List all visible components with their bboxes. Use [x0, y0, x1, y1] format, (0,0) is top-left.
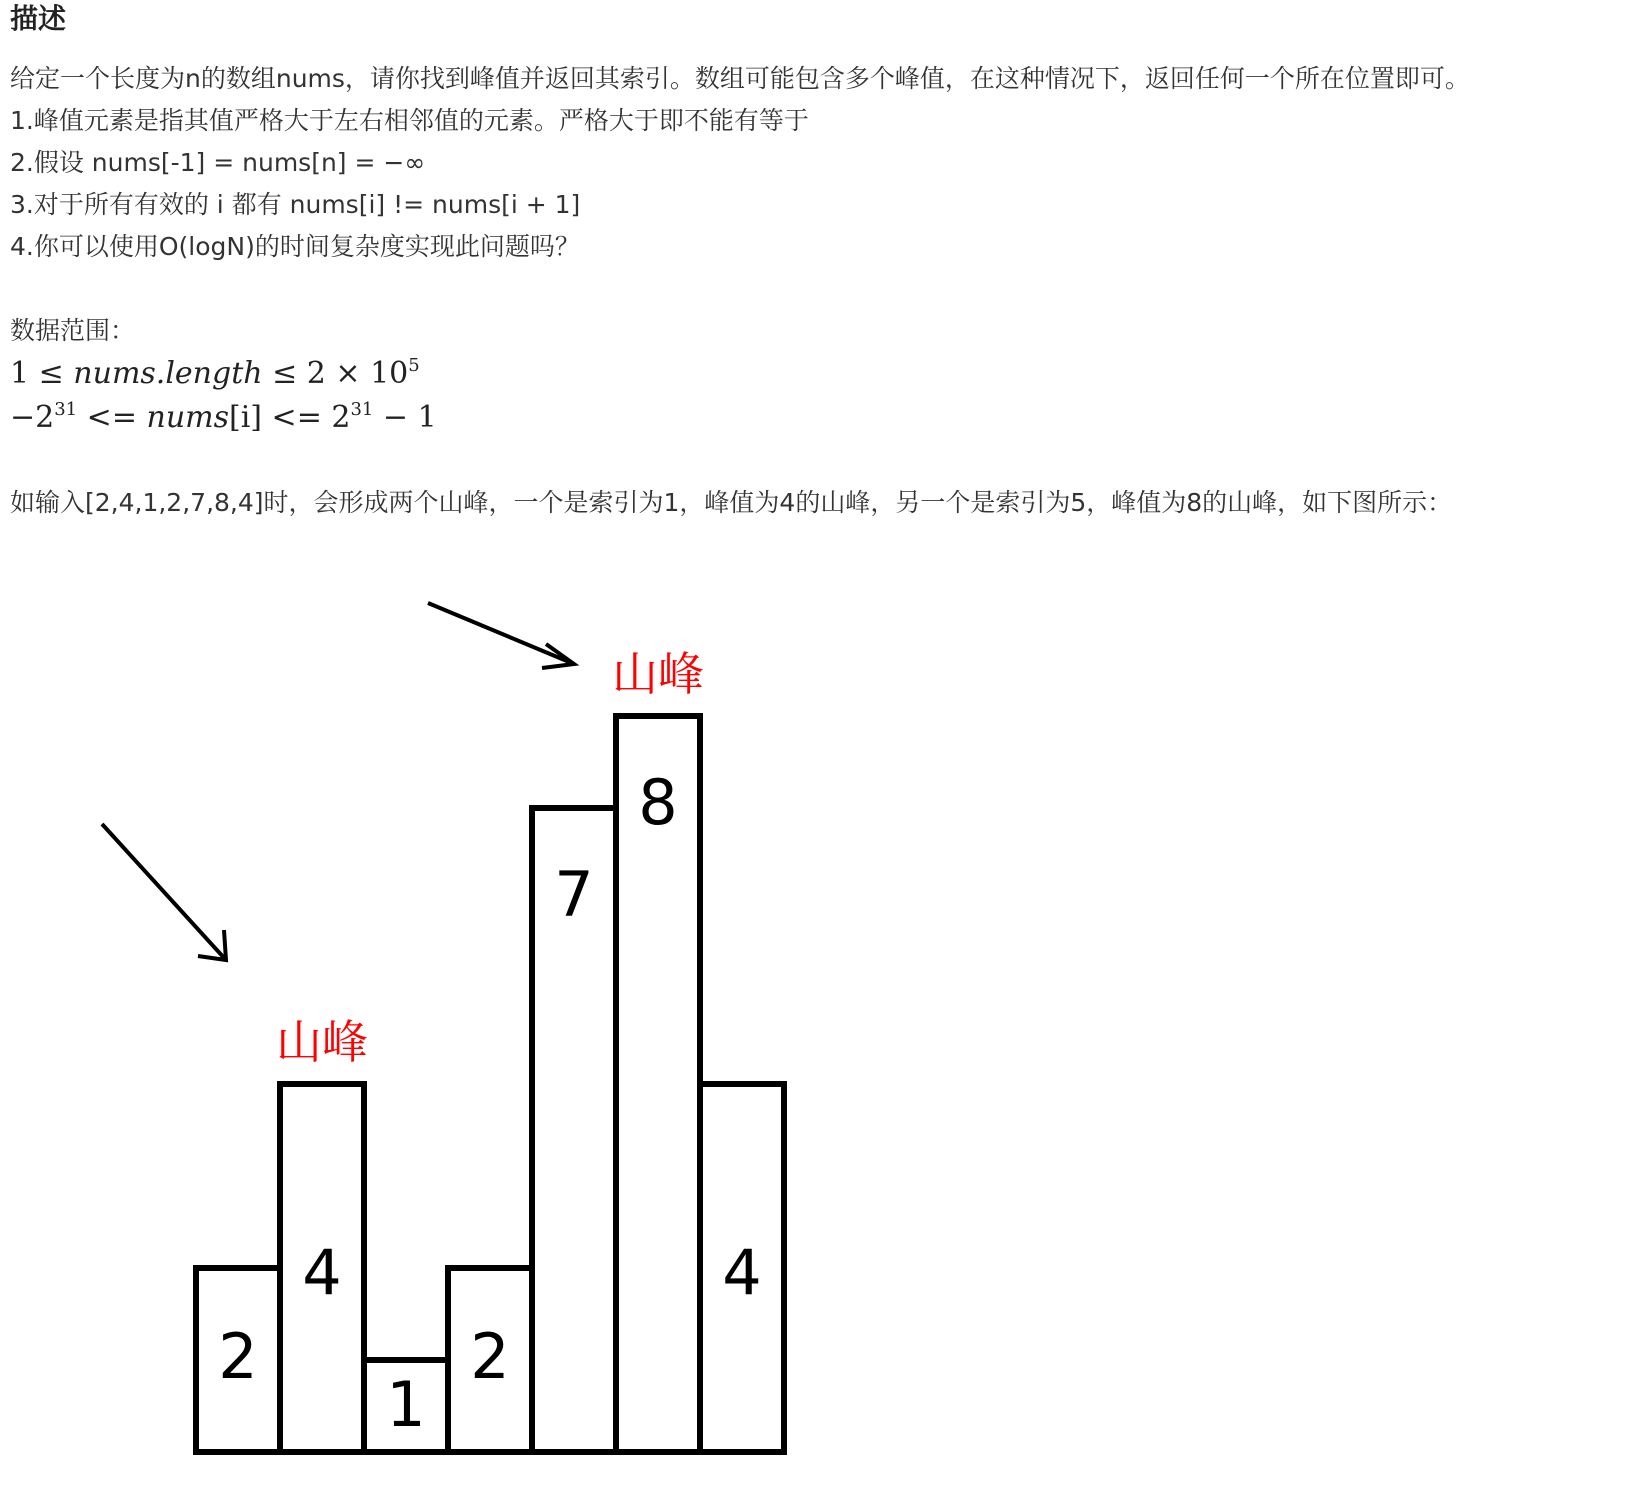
length-constraint-left: 1 ≤ — [10, 356, 74, 391]
problem-description — [10, 58, 1630, 268]
bar-value-label: 4 — [302, 1236, 342, 1309]
bar-value-label: 8 — [638, 766, 678, 839]
bar-value-label: 1 — [386, 1368, 426, 1441]
data-range-label: 数据范围： — [10, 316, 136, 345]
right-peak-arrow — [428, 603, 574, 664]
value-constraint-mid2: <= 2 — [262, 400, 351, 435]
data-range-section — [10, 310, 437, 440]
description-line: 1.峰值元素是指其值严格大于左右相邻值的元素。严格大于即不能有等于 — [10, 106, 809, 135]
length-constraint — [10, 352, 437, 396]
length-constraint-var: nums.length — [73, 356, 263, 391]
description-line: 给定一个长度为n的数组nums，请你找到峰值并返回其索引。数组可能包含多个峰值，在这种情况下，返回任何一个所在位置即可。 — [10, 64, 1470, 93]
value-constraint-idx: [i] — [229, 400, 263, 435]
bar-value-label: 2 — [470, 1320, 510, 1393]
description-line: 3.对于所有有效的 i 都有 nums[i] != nums[i + 1] — [10, 190, 581, 219]
bar-value-label: 2 — [218, 1320, 258, 1393]
value-constraint-var: nums — [146, 400, 229, 435]
value-constraint-exp1: 31 — [54, 399, 78, 420]
peak-figure — [0, 600, 900, 1460]
section-heading: 描述 — [10, 2, 67, 35]
example-text: 如输入[2,4,1,2,7,8,4]时，会形成两个山峰，一个是索引为1，峰值为4的山峰，另一个是索引为5，峰值为8的山峰，如下图所示： — [10, 488, 1453, 517]
left-peak-arrow — [102, 824, 226, 960]
bars-group — [196, 716, 784, 1452]
value-constraint-mid: <= — [77, 400, 147, 435]
value-constraint-right: − 1 — [373, 400, 437, 435]
length-constraint-right: ≤ 2 × 10 — [262, 356, 409, 391]
bar-value-label: 7 — [554, 858, 594, 931]
value-constraint — [10, 396, 437, 440]
peak-label: 山峰 — [612, 647, 704, 701]
value-constraint-exp2: 31 — [350, 399, 374, 420]
peak-label: 山峰 — [276, 1015, 368, 1069]
description-line: 2.假设 nums[-1] = nums[n] = −∞ — [10, 148, 426, 177]
value-constraint-left: −2 — [10, 400, 55, 435]
bar-value-label: 4 — [722, 1236, 762, 1309]
description-line: 4.你可以使用O(logN)的时间复杂度实现此问题吗？ — [10, 232, 580, 261]
length-constraint-exp: 5 — [408, 355, 420, 376]
